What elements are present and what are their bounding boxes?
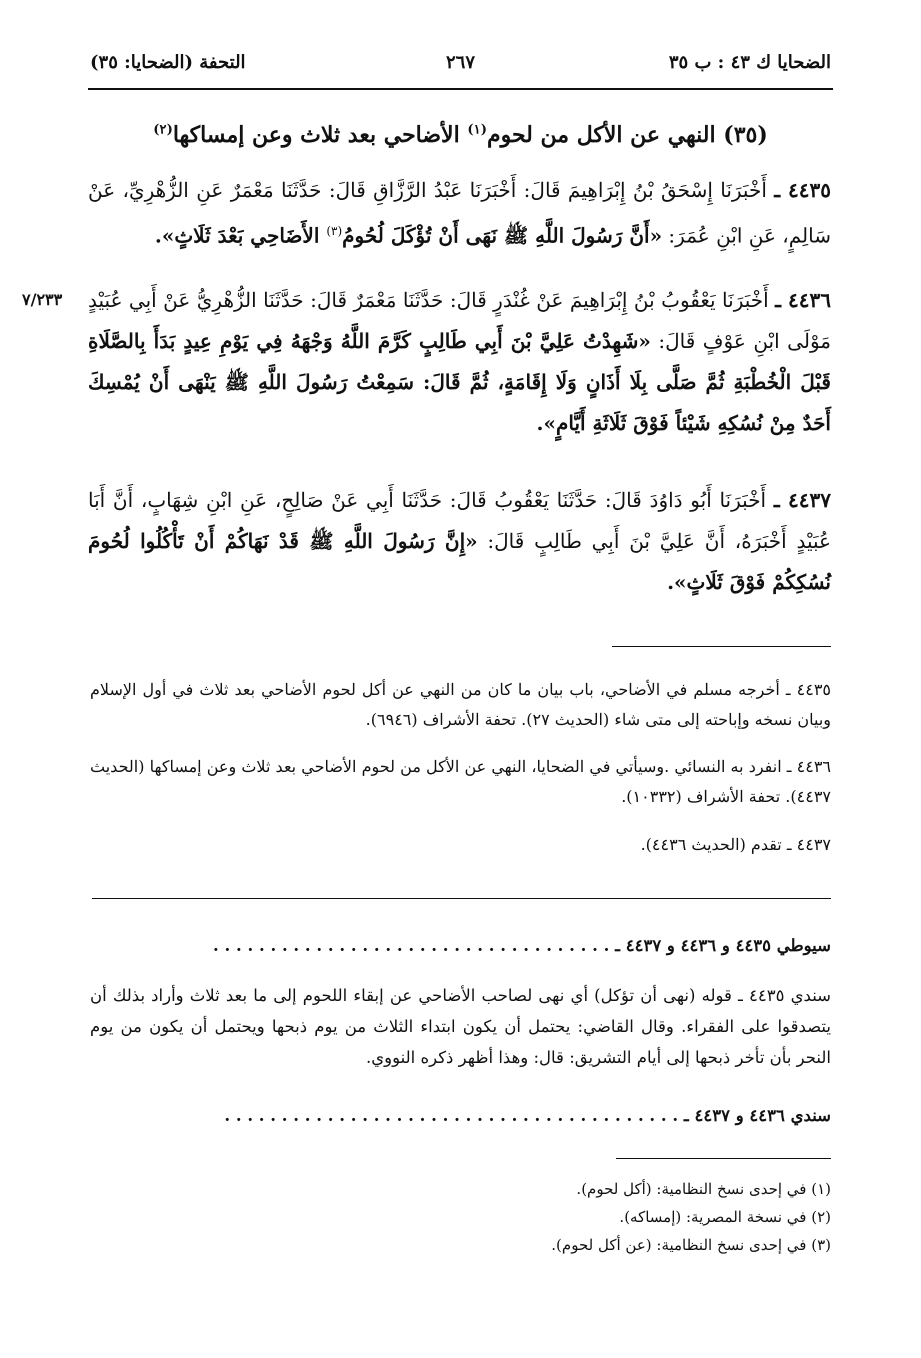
header-tuhfa-ref: التحفة (الضحايا: ٣٥) — [90, 52, 246, 73]
hadith-4437 — [88, 480, 831, 603]
hadith-number: ٤٤٣٧ ـ — [773, 488, 831, 512]
sindi-note-4436-4437: سندي ٤٤٣٦ و ٤٤٣٧ ـ . . . . . . . . . . . . . . . . . . . . . . . . . . . . . . . . . . . . . . . . — [224, 1106, 831, 1125]
takhrij-separator — [612, 646, 831, 647]
takhrij-4437: ٤٤٣٧ ـ تقدم (الحديث ٤٤٣٦). — [640, 835, 831, 854]
chapter-title: (٣٥) النهي عن الأكل من لحوم$^{(١)}$ الأضاحي بعد ثلاث وعن إمساكها$^{(٢)}$ — [153, 122, 768, 148]
hadith-number: ٤٤٣٥ ـ — [774, 178, 831, 202]
sindi-note-4435: سندي ٤٤٣٥ ـ قوله (نهى أن تؤكل) أي نهى لصاحب الأضاحي عن إبقاء اللحوم إلى ما بعد ثلاث وأراد بذلك أن يتصدقوا على الفقراء. وقال القاضي: يحتمل أن يكون ابتداء الثلاث من يوم ذبحها ويحتمل أن يكون من يوم النحر بأن تأخر ذبحها إلى أيام التشريق: قال: وهذا أظهر ذكره النووي. — [90, 986, 831, 1067]
hadith-sanad: أَخْبَرَنَا يَعْقُوبُ بْنُ إِبْرَاهِيمَ عَنْ غُنْدَرٍ قَالَ: حَدَّثَنَا مَعْمَرٌ قَالَ: حَدَّثَنَا الزُّهْرِيُّ عَنْ أَبِي عُبَيْدٍ مَوْلَى ابْنِ عَوْفٍ قَالَ: — [88, 288, 831, 353]
footnote-2: (٢) في نسخة المصرية: (إمساكه). — [619, 1208, 831, 1226]
footnote-ref: (٣) — [326, 224, 343, 238]
page-header — [90, 52, 831, 84]
footnote-3: (٣) في إحدى نسخ النظامية: (عن أكل لحوم). — [551, 1236, 831, 1254]
takhrij-4435: ٤٤٣٥ ـ أخرجه مسلم في الأضاحي، باب بيان ما كان من النهي عن أكل لحوم الأضاحي بعد ثلاث في أول الإسلام وبيان نسخه وإباحته إلى متى شاء (الحديث ٢٧). تحفة الأشراف (٦٩٤٦). — [90, 680, 831, 729]
header-rule — [88, 88, 833, 90]
hadith-matn: «أَنَّ رَسُولَ اللَّهِ ﷺ نَهَى أَنْ تُؤْكَلَ لُحُومُ — [342, 223, 663, 248]
hadith-matn: «إِنَّ رَسُولَ اللَّهِ ﷺ قَدْ نَهَاكُمْ أَنْ تَأْكُلُوا لُحُومَ نُسُكِكُمْ فَوْقَ ثَلَاثٍ». — [88, 529, 831, 594]
takhrij-4436: ٤٤٣٦ ـ انفرد به النسائي .وسيأتي في الضحايا، النهي عن الأكل من لحوم الأضاحي بعد ثلاث وعن إمساكها (الحديث ٤٤٣٧). تحفة الأشراف (١٠٣٣٢). — [90, 757, 831, 806]
hadith-4436 — [88, 280, 831, 444]
footnote-1: (١) في إحدى نسخ النظامية: (أكل لحوم). — [576, 1180, 831, 1198]
hadith-sanad: أَخْبَرَنَا إِسْحَقُ بْنُ إِبْرَاهِيمَ قَالَ: أَخْبَرَنَا عَبْدُ الرَّزَّاقِ قَالَ: حَدَّثَنَا مَعْمَرٌ عَنِ الزُّهْرِيِّ، عَنْ سَالِمٍ، عَنِ ابْنِ عُمَرَ: — [88, 178, 831, 248]
hadith-4435 — [88, 170, 831, 257]
hadith-matn: «شَهِدْتُ عَلِيَّ بْنَ أَبِي طَالِبٍ كَرَّمَ اللَّهُ وَجْهَهُ فِي يَوْمِ عِيدٍ بَدَأَ بِالصَّلَاةِ قَبْلَ الْخُطْبَةِ ثُمَّ صَلَّى بِلَا أَذَانٍ وَلَا إِقَامَةٍ، ثُمَّ قَالَ: سَمِعْتُ رَسُولَ اللَّهِ ﷺ يَنْهَى أَنْ يُمْسِكَ أَحَدٌ مِنْ نُسُكِهِ شَيْئاً فَوْقَ ثَلَاثَةِ أَيَّامٍ». — [88, 329, 831, 435]
hadith-matn-end: الأَضَاحِي بَعْدَ ثَلَاثٍ». — [154, 223, 327, 248]
hadith-number: ٤٤٣٦ ـ — [775, 288, 831, 312]
footnote-separator — [616, 1158, 831, 1159]
commentary-separator — [92, 898, 831, 899]
header-book-ref: الضحايا ك ٤٣ : ب ٣٥ — [668, 52, 831, 73]
margin-volume-page: ٧/٢٣٣ — [22, 290, 63, 309]
page-number: ٢٦٧ — [445, 52, 475, 73]
hadith-sanad: أَخْبَرَنَا أَبُو دَاوُدَ قَالَ: حَدَّثَنَا يَعْقُوبُ قَالَ: حَدَّثَنَا أَبِي عَنْ صَالِحٍ، عَنِ ابْنِ شِهَابٍ، أَنَّ أَبَا عُبَيْدٍ أَخْبَرَهُ، أَنَّ عَلِيَّ بْنَ أَبِي طَالِبٍ قَالَ: — [88, 488, 831, 553]
suyuti-note: سيوطي ٤٤٣٥ و ٤٤٣٦ و ٤٤٣٧ ـ . . . . . . . . . . . . . . . . . . . . . . . . . . . . . . . . . . . — [213, 936, 831, 955]
